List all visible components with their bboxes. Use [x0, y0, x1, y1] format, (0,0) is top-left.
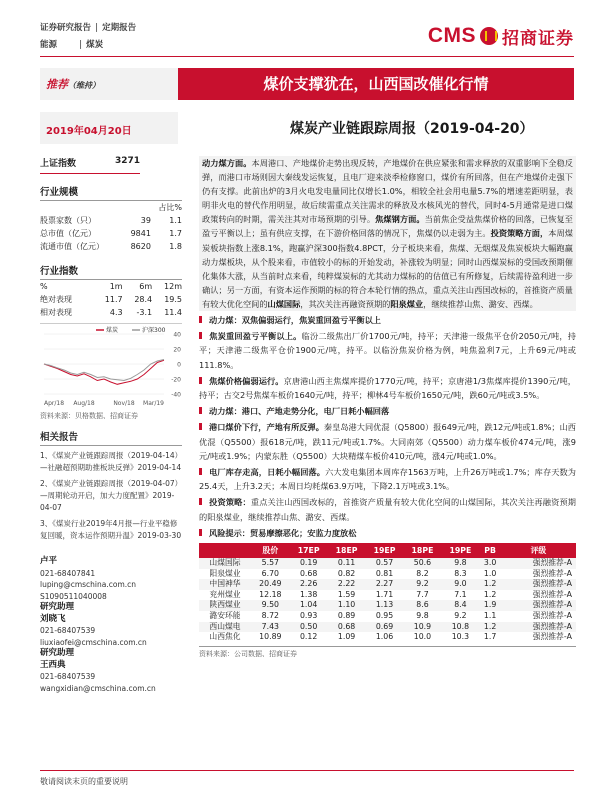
cms-logo: CMS 招商证券: [427, 24, 574, 49]
table-row: [199, 569, 576, 580]
table-cell: 强烈推荐-A: [501, 579, 576, 590]
table-cell: 8.2: [416, 568, 429, 578]
y-tick-label: 40: [173, 331, 181, 339]
stock-table: [199, 543, 576, 643]
table-cell: 9.2: [454, 611, 467, 621]
table-cell: 强烈推荐-A: [501, 600, 576, 611]
series-line-1: [44, 360, 164, 381]
performance-chart-svg: [40, 324, 182, 408]
table-cell: 8.4: [441, 600, 479, 611]
table-cell: 0.68: [299, 568, 318, 578]
table-row: 流通市值（亿元） 8620 1.8: [40, 242, 182, 251]
table-cell: 9.2: [403, 579, 441, 590]
table-cell: 0.69: [366, 622, 404, 633]
related-report-1[interactable]: 1、《煤炭产业链跟踪周报（2019-04-14）—社融超预期助推板块反弹》2019-04-14: [40, 451, 182, 472]
table-cell: 10.8: [441, 622, 479, 633]
table-cell: 7.43: [251, 622, 290, 633]
table-cell: 0.68: [328, 622, 366, 633]
table-cell: 9.8: [441, 558, 479, 569]
table-row: [199, 622, 576, 633]
table-cell: 1.13: [366, 600, 404, 611]
analyst-email[interactable]: wangxidian@cmschina.com.cn: [40, 683, 156, 693]
report-title: 煤炭产业链跟踪周报（2019-04-20）: [290, 121, 534, 137]
table-cell: 0.12: [299, 632, 318, 642]
analyst-license: S1090511040008: [40, 591, 107, 601]
table-cell: 强烈推荐-A: [501, 558, 576, 569]
main-content: [199, 156, 576, 659]
stock-name-cell: 山煤国际: [199, 558, 251, 569]
analyst-role: 研究助理: [40, 602, 75, 612]
y-tick-label: -20: [171, 376, 181, 384]
table-row: [199, 600, 576, 611]
legend-label: 煤炭: [106, 327, 119, 334]
table-cell: 1.0: [483, 568, 497, 578]
table-row: [199, 632, 576, 643]
table-cell: 1.10: [328, 600, 366, 611]
bullet-item: 投资策略：重点关注山西国改标的，首推资产质量有较大优化空间的山煤国际，其次关注再融资预期的阳泉煤业，继续推荐山焦、潞安、西煤。: [199, 497, 576, 522]
bullet-item: 电厂库存走高，日耗小幅回落。六大发电集团本周库存1563万吨，上升26万吨或1.7%；库存天数为25.4天，上升3.2天；本周日均耗煤63.9万吨，下降2.1万吨或3.1%。: [199, 467, 576, 492]
table-cell: 10.89: [259, 632, 282, 642]
table-header-cell: 18PE: [403, 543, 441, 558]
bullet-item: 风险提示：贸易摩擦恶化；安监力度放松: [199, 526, 576, 540]
bullet-marker-icon: [199, 468, 206, 475]
bullet-item: 港口煤价下行，产地有所反弹。秦皇岛港大同优混（Q5800）报649元/吨，跌12元/吨或1.8%；山西优混（Q5500）报618元/吨，跌11元/吨或1.7%。大同南郊（Q5500）动力煤车板价474元/吨，涨9元/吨或1.9%；内蒙东胜（Q5500）大块精煤车板价410元/吨，涨4元/吨或1.0%。: [199, 422, 576, 461]
y-tick-label: -40: [171, 391, 181, 399]
table-cell: 0.81: [375, 568, 394, 578]
table-cell: 2.27: [366, 579, 404, 590]
table-cell: 0.11: [328, 558, 366, 569]
analyst-name: 王西典: [40, 659, 66, 670]
table-cell: 强烈推荐-A: [532, 568, 572, 578]
table-cell: 1.06: [375, 632, 394, 642]
table-cell: 8.3: [454, 568, 467, 578]
table-cell: 1.59: [337, 589, 356, 599]
stock-name-cell: 陕西煤业: [199, 600, 251, 611]
stock-name-cell: 兖州煤业: [209, 589, 241, 599]
table-cell: 2.26: [290, 579, 328, 590]
table-cell: 8.72: [261, 611, 280, 621]
x-tick-label: Aug/18: [73, 400, 95, 407]
performance-heading: 行业指数: [40, 257, 182, 280]
footer-note: 敬请阅读末页的重要说明: [40, 777, 128, 786]
related-heading: 相关报告: [40, 427, 182, 446]
table-cell: 9.0: [441, 579, 479, 590]
bullet-marker-icon: [199, 529, 206, 536]
report-type: 证券研究报告: [40, 23, 92, 33]
industry-scale-heading: 行业规模: [40, 178, 182, 201]
table-row: [199, 590, 576, 601]
bullet-marker-icon: [199, 498, 206, 505]
table-cell: 6.70: [261, 568, 280, 578]
index-row: 上证指数 3271: [40, 154, 140, 174]
table-row: 股票家数（只） 39 1.1: [40, 216, 182, 225]
table-source: 资料来源：公司数据、招商证券: [199, 646, 576, 659]
analyst-email[interactable]: liuxiaofei@cmschina.com.cn: [40, 637, 147, 647]
table-header-cell: [199, 543, 251, 558]
table-header-row: [199, 543, 576, 558]
table-cell: 3.0: [479, 558, 500, 569]
table-cell: 1.04: [290, 600, 328, 611]
table-cell: 0.19: [290, 558, 328, 569]
bullet-marker-icon: [199, 407, 206, 414]
bullet-marker-icon: [199, 377, 206, 384]
legend-label: 沪深300: [142, 327, 166, 334]
industry-scale-table: 占比% 股票家数（只） 39 1.1 总市值（亿元） 9841 1.7 流通市值（亿元） 8620 1.8: [40, 203, 182, 251]
table-cell: 强烈推荐-A: [501, 622, 576, 633]
table-row: 总市值（亿元） 9841 1.7: [40, 229, 182, 238]
table-cell: 0.50: [290, 622, 328, 633]
table-cell: 强烈推荐-A: [532, 589, 572, 599]
table-cell: 10.3: [451, 632, 470, 642]
table-cell: 1.1: [483, 611, 497, 621]
table-cell: 1.09: [337, 632, 356, 642]
table-cell: 10.9: [403, 622, 441, 633]
table-header-cell: 18EP: [328, 543, 366, 558]
table-cell: 1.9: [479, 600, 500, 611]
bullet-marker-icon: [199, 332, 206, 339]
stock-name-cell: 西山煤电: [199, 622, 251, 633]
sector: 能源: [40, 40, 58, 50]
sub-sector: 煤炭: [86, 40, 104, 50]
table-cell: 7.7: [416, 589, 429, 599]
table-cell: 20.49: [251, 579, 290, 590]
report-date: 2019年04月20日: [40, 112, 178, 144]
report-headline: 煤价支撑犹在，山西国改催化行情: [178, 68, 574, 100]
table-cell: 1.7: [483, 632, 497, 642]
table-cell: 50.6: [403, 558, 441, 569]
table-header-cell: PB: [479, 543, 500, 558]
table-row: [199, 611, 576, 622]
table-header-cell: 评级: [501, 543, 576, 558]
performance-chart: [40, 323, 182, 407]
table-cell: 7.1: [454, 589, 467, 599]
title-banner: [40, 68, 574, 100]
table-cell: 0.57: [366, 558, 404, 569]
header-meta: 证券研究报告 | 定期报告 能源 | 煤炭: [40, 23, 137, 50]
table-cell: 8.6: [403, 600, 441, 611]
sidebar: [40, 154, 182, 694]
rating-box: [40, 68, 178, 100]
analyst-name: 刘晓飞: [40, 613, 66, 624]
table-cell: 2.22: [328, 579, 366, 590]
bullet-item: 动力煤：港口、产地走势分化，电厂日耗小幅回落: [199, 404, 576, 418]
table-cell: 12.18: [259, 589, 282, 599]
analyst-phone: 021-68407841: [40, 568, 96, 578]
table-cell: 1.2: [479, 622, 500, 633]
table-header-cell: 19EP: [366, 543, 404, 558]
stock-name-cell: 阳泉煤业: [209, 568, 241, 578]
report-subtype: 定期报告: [102, 23, 137, 33]
table-cell: 0.95: [375, 611, 394, 621]
table-header-cell: 17EP: [290, 543, 328, 558]
performance-table: % 1m 6m 12m 绝对表现 11.7 28.4 19.5 相对表现 4.3 -3.1 11.4: [40, 282, 182, 317]
table-cell: 1.2: [483, 589, 497, 599]
table-cell: 0.89: [337, 611, 356, 621]
table-row: [199, 558, 576, 569]
table-row: 相对表现 4.3 -3.1 11.4: [40, 308, 182, 317]
bullet-item: 焦煤价格偏弱运行。京唐港山西主焦煤库提价1770元/吨，持平；京唐港1/3焦煤库提价1390元/吨，持平；古交2号焦煤车板价1640元/吨，持平；柳林4号车板价1650元/吨，跌60元/吨或3.5%。: [199, 375, 576, 401]
x-tick-label: Apr/18: [44, 400, 65, 407]
analyst-name: 卢平: [40, 556, 58, 566]
rating-note: （维持）: [68, 81, 100, 90]
table-cell: 0.82: [337, 568, 356, 578]
bullet-item: 动力煤：双焦偏弱运行，焦炭重回盈亏平衡以上: [199, 313, 576, 327]
table-cell: 强烈推荐-A: [532, 632, 572, 642]
analyst-email[interactable]: luping@cmschina.com.cn: [40, 580, 137, 589]
rating: 推荐: [46, 78, 68, 91]
bullet-marker-icon: [199, 316, 206, 323]
x-tick-label: Mar/19: [143, 400, 164, 407]
analyst-role: 研究助理: [40, 648, 75, 658]
cms-badge-icon: [480, 27, 498, 45]
bullet-list: [199, 313, 576, 540]
table-cell: 1.38: [299, 589, 318, 599]
y-tick-label: 0: [177, 361, 181, 369]
x-tick-label: Nov/18: [113, 400, 135, 407]
table-cell: 强烈推荐-A: [532, 611, 572, 621]
y-tick-label: 20: [173, 346, 181, 354]
table-row: 绝对表现 11.7 28.4 19.5: [40, 295, 182, 304]
analyst-list: [40, 556, 182, 694]
table-cell: 0.93: [299, 611, 318, 621]
summary-box: 动力煤方面。本周港口、产地煤价走势出现反转，产地煤价在供应紧张和需求释放的双重影响下全稳反弹，而港口市场则因大秦线发运恢复，且电厂迎来淡季检修窗口，煤价有所回落，但在产地煤价走强下仍有支撑。此前出炉的3月火电发电量同比仅增长1.0%，相较全社会用电量5.7%的增速差距明显，表明非火电的替代作用明显，故后续需重点关注需求的释放及水核风光的替代，同时4-5月通常是进口煤政策转向的时期，需关注其对市场预期的引导。焦煤钢方面。当前焦企受益焦煤价格的回落，已恢复至盈亏平衡以上；虽有供应支撑，在下游价格回落的情况下，焦煤仍以走弱为主。投资策略方面，本周煤炭板块指数上涨8.1%，跑赢沪深300指数4.8PCT，分子板块来看，焦煤、无烟煤及焦炭板块大幅跑赢动力煤板块，从个股来看，市值较小的标的开始发动，补涨较为明显；同时山西煤炭标的受国改预期催化集体大涨，从当前时点来看，纯粹煤炭标的尤其动力煤标的的估值已有所修复，后续需待盈利进一步确认；另一方面，有资本运作预期的标的符合本轮行情的热点，重点关注山西国改标的，首推资产质量有较大优化空间的山煤国际，其次关注再融资预期的阳泉煤业，继续推荐山焦、潞安、西煤。: [199, 156, 576, 311]
footer-divider: [40, 770, 574, 771]
table-row: [199, 579, 576, 590]
table-cell: 10.0: [413, 632, 432, 642]
table-header-cell: 股价: [251, 543, 290, 558]
table-cell: 5.57: [251, 558, 290, 569]
analyst-phone: 021-68407539: [40, 626, 96, 635]
table-header-cell: 19PE: [441, 543, 479, 558]
bullet-item: 焦炭重回盈亏平衡以上。临汾二级焦出厂价1700元/吨，持平；天津港一级焦平仓价2050元/吨，持平；天津港二级焦平仓价1900元/吨，持平。以临汾焦炭价格为例，吨焦盈利7元，上升69元/吨或111.8%。: [199, 331, 576, 370]
stock-name-cell: 山西焦化: [209, 632, 241, 642]
related-report-3[interactable]: 3、《煤炭行业2019年4月报—行业平稳修复回暖，资本运作预期升温》2019-03-30: [40, 519, 182, 540]
bullet-marker-icon: [199, 423, 206, 430]
table-cell: 1.71: [375, 589, 394, 599]
related-report-2[interactable]: 2、《煤炭产业链跟踪周报（2019-04-07）—周期轮动开启，加大力度配置》2019-04-07: [40, 479, 179, 512]
stock-name-cell: 潞安环能: [209, 611, 241, 621]
stock-name-cell: 中国神华: [199, 579, 251, 590]
chart-source: 资料来源：贝格数据、招商证券: [40, 412, 138, 420]
table-cell: 1.2: [479, 579, 500, 590]
table-cell: 9.50: [251, 600, 290, 611]
table-cell: 9.8: [416, 611, 429, 621]
analyst-phone: 021-68407539: [40, 672, 96, 681]
header-divider: [40, 56, 574, 57]
